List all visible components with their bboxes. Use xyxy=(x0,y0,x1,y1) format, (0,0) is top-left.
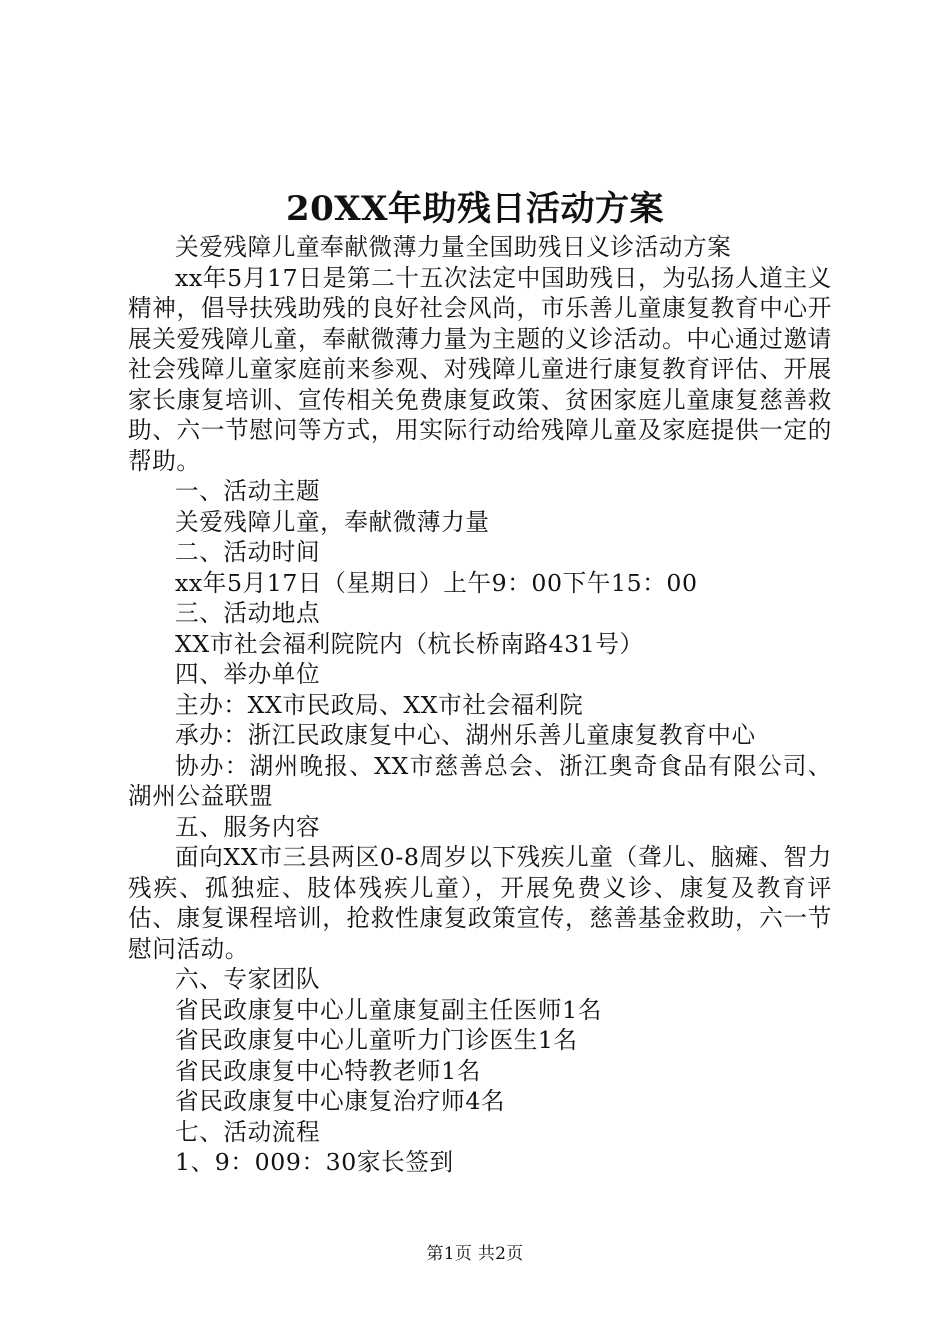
paragraph-services: 面向XX市三县两区0-8周岁以下残疾儿童（聋儿、脑瘫、智力残疾、孤独症、肢体残疾儿童），开展免费义诊、康复及教育评估、康复课程培训，抢救性康复政策宣传，慈善基金救助，六一节慰问活动。 xyxy=(128,843,832,963)
document-body xyxy=(128,232,832,1178)
paragraph-expert-1: 省民政康复中心儿童康复副主任医师1名 xyxy=(175,995,602,1024)
paragraph-expert-3: 省民政康复中心特教老师1名 xyxy=(175,1056,481,1085)
document-title: 20XX年助残日活动方案 xyxy=(285,189,665,229)
paragraph-process-1: 1、9：009：30家长签到 xyxy=(175,1148,454,1176)
section-heading-experts: 六、专家团队 xyxy=(175,965,321,993)
paragraph-co-organizer: 协办：湖州晚报、XX市慈善总会、浙江奥奇食品有限公司、湖州公益联盟 xyxy=(128,751,832,810)
paragraph-expert-4: 省民政康复中心康复治疗师4名 xyxy=(175,1087,506,1115)
paragraph-intro: xx年5月17日是第二十五次法定中国助残日，为弘扬人道主义精神，倡导扶残助残的良好社会风尚，市乐善儿童康复教育中心开展关爱残障儿童，奉献微薄力量为主题的义诊活动。中心通过邀请社会残障儿童家庭前来参观、对残障儿童进行康复教育评估、开展家长康复培训、宣传相关免费康复政策、贫困家庭儿童康复慈善救助、六一节慰问等方式，用实际行动给残障儿童及家庭提供一定的帮助。 xyxy=(128,263,832,475)
section-heading-organizers: 四、举办单位 xyxy=(175,660,321,688)
paragraph-theme: 关爱残障儿童，奉献微薄力量 xyxy=(175,507,490,536)
paragraph-location: XX市社会福利院院内（杭长桥南路431号） xyxy=(175,629,644,658)
page-number-footer: 第1页 共2页 xyxy=(426,1244,524,1264)
section-heading-process: 七、活动流程 xyxy=(175,1117,321,1146)
paragraph-expert-2: 省民政康复中心儿童听力门诊医生1名 xyxy=(175,1026,578,1054)
paragraph-time: xx年5月17日（星期日）上午9：00下午15：00 xyxy=(175,568,698,597)
section-heading-services: 五、服务内容 xyxy=(175,812,321,841)
section-heading-theme: 一、活动主题 xyxy=(175,477,321,505)
paragraph-undertaker: 承办：浙江民政康复中心、湖州乐善儿童康复教育中心 xyxy=(175,721,756,749)
paragraph-subtitle: 关爱残障儿童奉献微薄力量全国助残日义诊活动方案 xyxy=(175,233,732,261)
section-heading-time: 二、活动时间 xyxy=(175,538,321,566)
paragraph-host: 主办：XX市民政局、XX市社会福利院 xyxy=(175,690,584,719)
section-heading-location: 三、活动地点 xyxy=(175,599,321,627)
